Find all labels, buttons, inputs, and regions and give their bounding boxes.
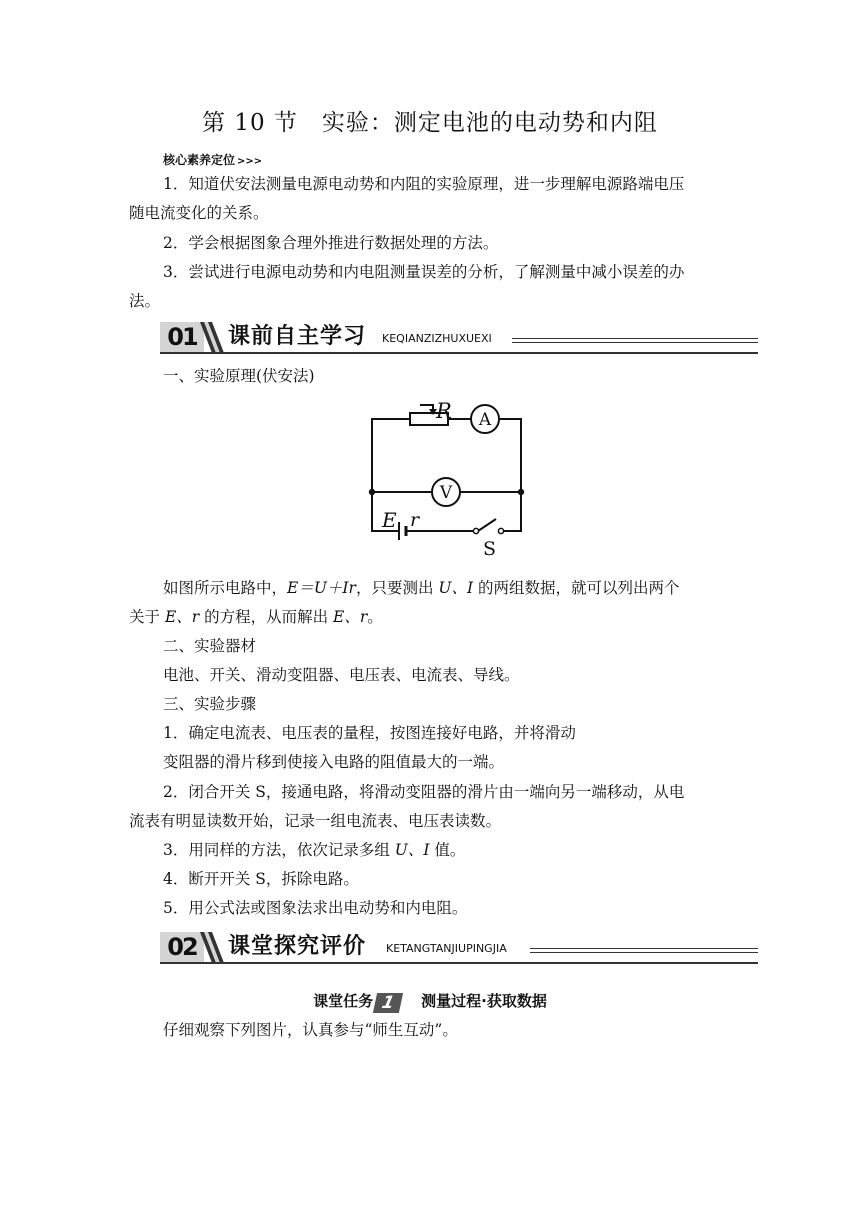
equipment-text: 电池、开关、滑动变阻器、电压表、电流表、导线。 <box>163 666 520 684</box>
task-number-badge: 1 <box>373 993 403 1013</box>
section-title: 课前自主学习 <box>228 324 367 349</box>
section-rule <box>512 342 758 343</box>
variables: E、r <box>164 608 200 626</box>
text-run: 如图所示电路中， <box>163 579 288 597</box>
section-underline <box>224 962 758 964</box>
label-S: S <box>483 538 497 560</box>
objective-2: 2．学会根据图象合理外推进行数据处理的方法。 <box>163 234 499 252</box>
variables: E、r <box>333 608 368 626</box>
core-literacy-text: 核心素养定位 <box>163 153 236 167</box>
text-run: 值。 <box>429 841 466 859</box>
junction-dot <box>369 489 375 495</box>
section-banner-01 <box>160 322 758 354</box>
formula: E＝U＋Ir <box>287 579 356 597</box>
section-rule <box>512 338 758 339</box>
principle-text-line-1 <box>163 578 680 598</box>
step-1-line-1: 1．确定电流表、电压表的量程，按图连接好电路，并将滑动 <box>163 724 576 742</box>
step-5: 5．用公式法或图象法求出电动势和内电阻。 <box>163 899 468 917</box>
task-prefix: 课堂任务 <box>313 992 374 1010</box>
variables: U、I <box>394 841 430 859</box>
objective-3-line-1: 3．尝试进行电源电动势和内电阻测量误差的分析，了解测量中减小误差的办 <box>163 263 685 281</box>
task-heading <box>0 990 860 1013</box>
label-E: E <box>382 508 397 532</box>
section-pinyin: KEQIANZIZHUXUEXI <box>382 332 492 345</box>
triple-arrow-icon: >>> <box>237 156 263 167</box>
step-1-line-2: 变阻器的滑片移到使接入电路的阻值最大的一端。 <box>163 753 505 771</box>
page-title: 第 10 节 实验：测定电池的电动势和内阻 <box>202 110 658 136</box>
section-rule <box>530 948 758 949</box>
task-suffix: 测量过程·获取数据 <box>421 992 547 1010</box>
step-2-line-1: 2．闭合开关 S，接通电路，将滑动变阻器的滑片由一端向另一端移动，从电 <box>163 783 685 801</box>
switch-blade <box>478 519 496 531</box>
core-literacy-label <box>163 151 262 168</box>
variables: U、I <box>438 579 474 597</box>
step-2-line-2: 流表有明显读数开始，记录一组电流表、电压表读数。 <box>129 812 502 830</box>
text-run: 3．用同样的方法，依次记录多组 <box>163 841 395 859</box>
section-underline <box>224 352 758 354</box>
section-pinyin: KETANGTANJIUPINGJIA <box>386 942 507 955</box>
objective-3-line-2: 法。 <box>129 292 161 310</box>
equipment-heading: 二、实验器材 <box>163 637 257 655</box>
step-3 <box>163 840 465 860</box>
section-number: 01 <box>167 323 197 351</box>
objective-1-line-2: 随电流变化的关系。 <box>129 204 269 222</box>
steps-heading: 三、实验步骤 <box>163 695 257 713</box>
objective-1-line-1: 1．知道伏安法测量电源电动势和内阻的实验原理，进一步理解电源路端电压 <box>163 175 685 193</box>
text-run: 关于 <box>129 608 165 626</box>
section-banner-02 <box>160 932 758 964</box>
text-run: 。 <box>367 608 383 626</box>
step-4: 4．断开开关 S，拆除电路。 <box>163 870 359 888</box>
closing-text: 仔细观察下列图片，认真参与“师生互动”。 <box>163 1021 458 1039</box>
circuit-diagram <box>360 400 530 560</box>
section-number: 02 <box>167 933 197 961</box>
label-V: V <box>439 483 453 503</box>
label-R: R <box>436 400 452 423</box>
text-run: 的两组数据，就可以列出两个 <box>473 579 680 597</box>
label-r: r <box>410 509 420 531</box>
text-run: 的方程，从而解出 <box>199 608 334 626</box>
section-title: 课堂探究评价 <box>228 934 367 959</box>
text-run: ，只要测出 <box>355 579 439 597</box>
label-A: A <box>478 410 492 430</box>
principle-text-line-2 <box>129 607 383 627</box>
principle-heading: 一、实验原理(伏安法) <box>163 367 315 385</box>
section-rule <box>530 952 758 953</box>
junction-dot <box>518 489 524 495</box>
